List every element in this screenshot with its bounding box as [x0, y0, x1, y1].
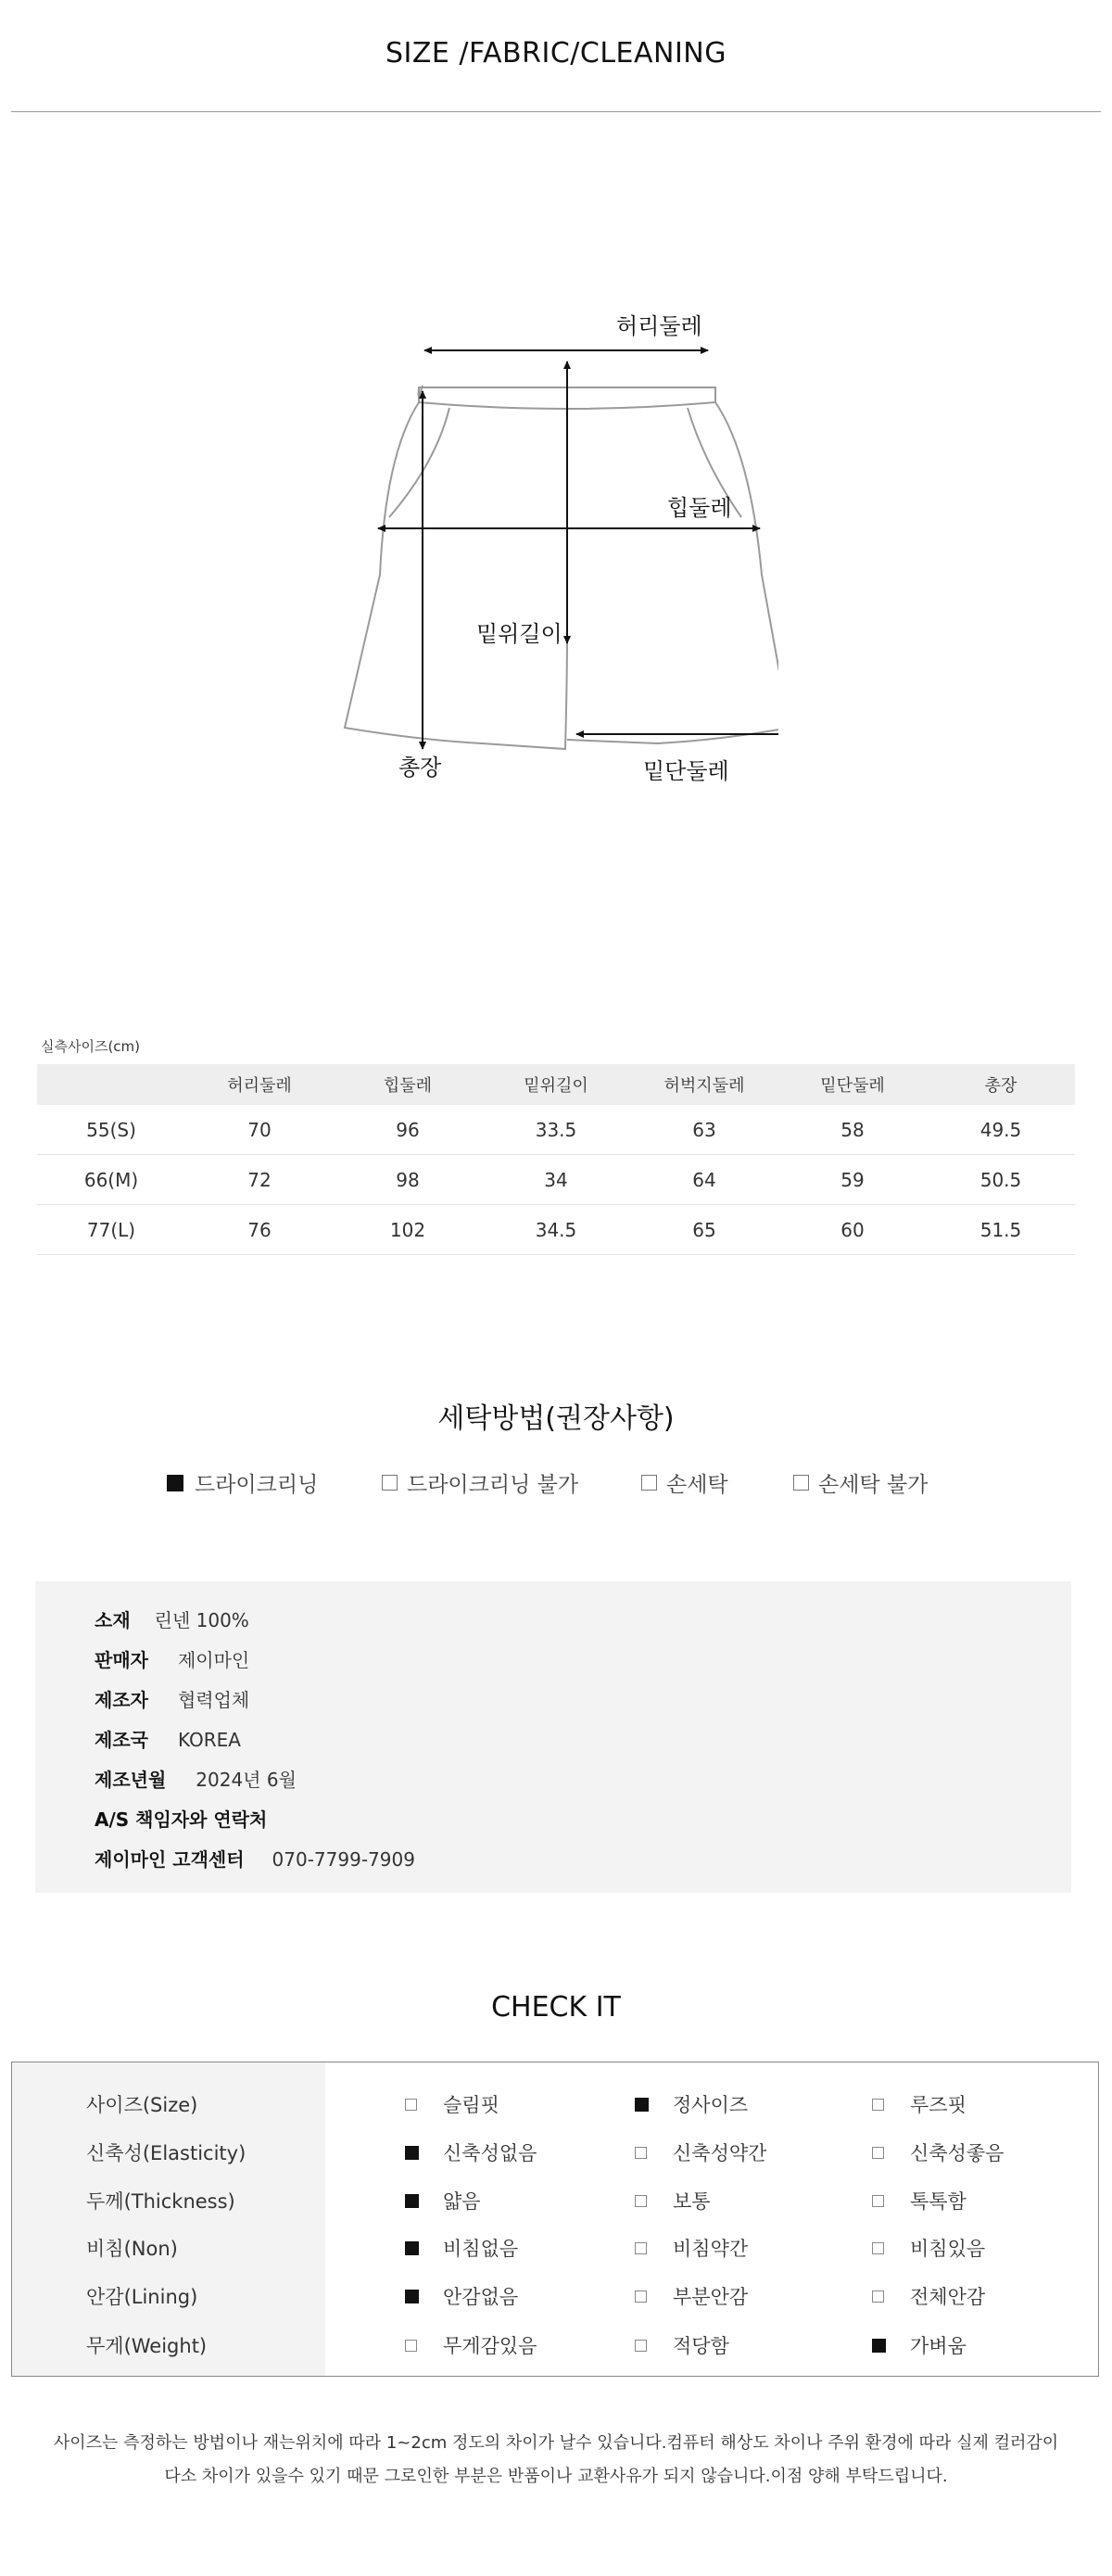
check-option-selected: 안감없음: [405, 2282, 518, 2310]
check-option: 슬림핏: [405, 2090, 499, 2118]
unchecked-square-icon: [872, 2147, 884, 2159]
check-option: 무게감있음: [405, 2331, 537, 2359]
washing-options: [0, 1467, 1112, 1501]
table-row: [37, 1155, 1075, 1205]
wash-option-no-dry-clean: [382, 1467, 578, 1498]
waist-label: 허리둘레: [616, 313, 702, 339]
size-cell: 77(L): [37, 1205, 185, 1255]
table-cell: 60: [778, 1205, 927, 1255]
unchecked-square-icon: [635, 2147, 647, 2159]
info-row-manufacturer: [95, 1685, 249, 1712]
check-option: 톡톡함: [872, 2187, 967, 2214]
table-cell: 76: [185, 1205, 334, 1255]
info-key: 제조년월: [95, 1769, 167, 1791]
table-cell: 59: [778, 1155, 927, 1205]
checked-square-icon: [872, 2339, 886, 2353]
table-cell: 58: [778, 1105, 927, 1155]
info-key: 판매자: [95, 1649, 148, 1671]
unchecked-square-icon: [405, 2340, 417, 2352]
unchecked-square-icon: [635, 2242, 647, 2254]
checked-square-icon: [405, 2146, 419, 2160]
table-cell: 63: [630, 1105, 778, 1155]
table-cell: 50.5: [927, 1155, 1075, 1205]
check-option-selected: 얇음: [405, 2187, 481, 2214]
header-cell: [37, 1064, 185, 1105]
size-table: [37, 1064, 1075, 1255]
info-key: 제조자: [95, 1689, 148, 1711]
title-divider: [11, 111, 1101, 112]
total-length-label: 총장: [398, 755, 442, 780]
unchecked-square-icon: [872, 2099, 884, 2111]
info-key: 제이마인 고객센터: [95, 1848, 245, 1871]
check-row-label: 두께(Thickness): [86, 2190, 235, 2213]
table-cell: 34: [482, 1155, 630, 1205]
info-row-seller: [95, 1645, 249, 1672]
table-row: [37, 1205, 1075, 1255]
check-option: 부분안감: [635, 2282, 748, 2310]
size-table-header: [37, 1064, 1075, 1105]
header-cell: 총장: [927, 1064, 1075, 1105]
checked-square-icon: [167, 1475, 183, 1491]
wash-option-label: 드라이크리닝 불가: [407, 1473, 579, 1497]
checked-square-icon: [405, 2241, 419, 2255]
notice-line-2: 다소 차이가 있을수 있기 때문 그로인한 부분은 반품이나 교환사유가 되지 않습니다.이점 양해 부탁드립니다.: [164, 2467, 948, 2486]
info-key: 소재: [95, 1609, 131, 1631]
header-cell: 밑단둘레: [778, 1064, 927, 1105]
check-option: 신축성좋음: [872, 2138, 1004, 2166]
hem-label: 밑단둘레: [643, 758, 729, 784]
check-row-label: 신축성(Elasticity): [86, 2142, 246, 2164]
checked-square-icon: [405, 2194, 419, 2208]
unchecked-square-icon: [641, 1475, 657, 1491]
right-leg-outline: [567, 402, 778, 743]
unchecked-square-icon: [872, 2242, 884, 2254]
check-row-label: 사이즈(Size): [86, 2094, 198, 2116]
wash-option-label: 손세탁: [666, 1473, 728, 1497]
header-cell: 밑위길이: [482, 1064, 630, 1105]
info-value: 2024년 6월: [196, 1769, 297, 1791]
info-value: 070-7799-7909: [272, 1848, 415, 1871]
info-value: 린넨 100%: [154, 1609, 249, 1631]
table-cell: 96: [334, 1105, 482, 1155]
check-option: 루즈핏: [872, 2090, 967, 2118]
wash-option-no-hand-wash: [793, 1467, 928, 1498]
shorts-measurement-diagram: [334, 306, 778, 788]
unchecked-square-icon: [405, 2099, 417, 2111]
header-cell: 허벅지둘레: [630, 1064, 778, 1105]
check-option-selected: 가벼움: [872, 2331, 967, 2359]
table-cell: 102: [334, 1205, 482, 1255]
hip-label: 힙둘레: [667, 495, 732, 521]
product-info-box: [35, 1581, 1071, 1893]
info-row-material: [95, 1605, 249, 1632]
table-cell: 49.5: [927, 1105, 1075, 1155]
unchecked-square-icon: [382, 1475, 398, 1491]
check-option: 전체안감: [872, 2282, 985, 2310]
check-row-label: 비침(Non): [86, 2238, 178, 2260]
notice-line-1: 사이즈는 측정하는 방법이나 재는위치에 따라 1~2cm 정도의 차이가 날수 있습니다.컴퓨터 해상도 차이나 주위 환경에 따라 실제 컬러감이: [53, 2433, 1059, 2453]
info-value: 제이마인: [177, 1649, 250, 1671]
info-value: 협력업체: [177, 1689, 250, 1711]
wash-option-dry-clean: [167, 1467, 318, 1498]
check-option: 보통: [635, 2187, 711, 2214]
check-option: 적당함: [635, 2331, 729, 2359]
table-cell: 70: [185, 1105, 334, 1155]
wash-option-hand-wash: [641, 1467, 728, 1498]
info-row-customer-center: [95, 1845, 415, 1872]
unchecked-square-icon: [635, 2195, 647, 2207]
washing-title: 세탁방법(권장사항): [437, 1402, 675, 1435]
header-cell: 허리둘레: [185, 1064, 334, 1105]
info-key: A/S 책임자와 연락처: [95, 1808, 268, 1831]
unchecked-square-icon: [635, 2290, 647, 2303]
checked-square-icon: [635, 2098, 649, 2112]
check-option: 비침있음: [872, 2234, 985, 2262]
rise-label: 밑위길이: [476, 621, 562, 647]
info-row-date: [95, 1765, 297, 1792]
unchecked-square-icon: [872, 2195, 884, 2207]
checked-square-icon: [405, 2290, 419, 2303]
size-cell: 66(M): [37, 1155, 185, 1205]
header-cell: 힙둘레: [334, 1064, 482, 1105]
table-cell: 33.5: [482, 1105, 630, 1155]
size-cell: 55(S): [37, 1105, 185, 1155]
check-row-lining: [12, 2271, 1098, 2319]
check-row-sheerness: [12, 2223, 1098, 2271]
check-it-table: [11, 2062, 1099, 2377]
check-row-label: 무게(Weight): [86, 2335, 208, 2357]
check-option: 비침약간: [635, 2234, 748, 2262]
table-cell: 72: [185, 1155, 334, 1205]
check-row-elasticity: [12, 2127, 1098, 2176]
left-leg-outline: [345, 402, 567, 749]
check-option-selected: 신축성없음: [405, 2138, 537, 2166]
unchecked-square-icon: [872, 2290, 884, 2303]
page-title: SIZE /FABRIC/CLEANING: [385, 37, 727, 70]
check-option: 신축성약간: [635, 2138, 766, 2166]
table-cell: 64: [630, 1155, 778, 1205]
table-cell: 98: [334, 1155, 482, 1205]
size-color-notice: [0, 2427, 1112, 2494]
table-cell: 65: [630, 1205, 778, 1255]
left-pocket: [389, 408, 449, 517]
table-cell: 51.5: [927, 1205, 1075, 1255]
table-row: [37, 1105, 1075, 1155]
check-row-thickness: [12, 2176, 1098, 2224]
wash-option-label: 손세탁 불가: [818, 1473, 929, 1497]
check-row-size: [12, 2079, 1098, 2127]
wash-option-label: 드라이크리닝: [195, 1473, 319, 1497]
size-table-caption: 실측사이즈(cm): [41, 1038, 141, 1055]
table-cell: 34.5: [482, 1205, 630, 1255]
check-row-label: 안감(Lining): [86, 2286, 198, 2308]
info-row-country: [95, 1725, 241, 1752]
unchecked-square-icon: [635, 2340, 647, 2352]
check-row-weight: [12, 2320, 1098, 2368]
info-value: KOREA: [177, 1729, 241, 1751]
check-option-selected: 정사이즈: [635, 2090, 748, 2118]
check-it-title: CHECK IT: [491, 1991, 621, 2024]
check-option-selected: 비침없음: [405, 2234, 518, 2262]
info-key: 제조국: [95, 1729, 148, 1751]
unchecked-square-icon: [793, 1475, 809, 1491]
info-row-as-contact: [95, 1805, 267, 1832]
